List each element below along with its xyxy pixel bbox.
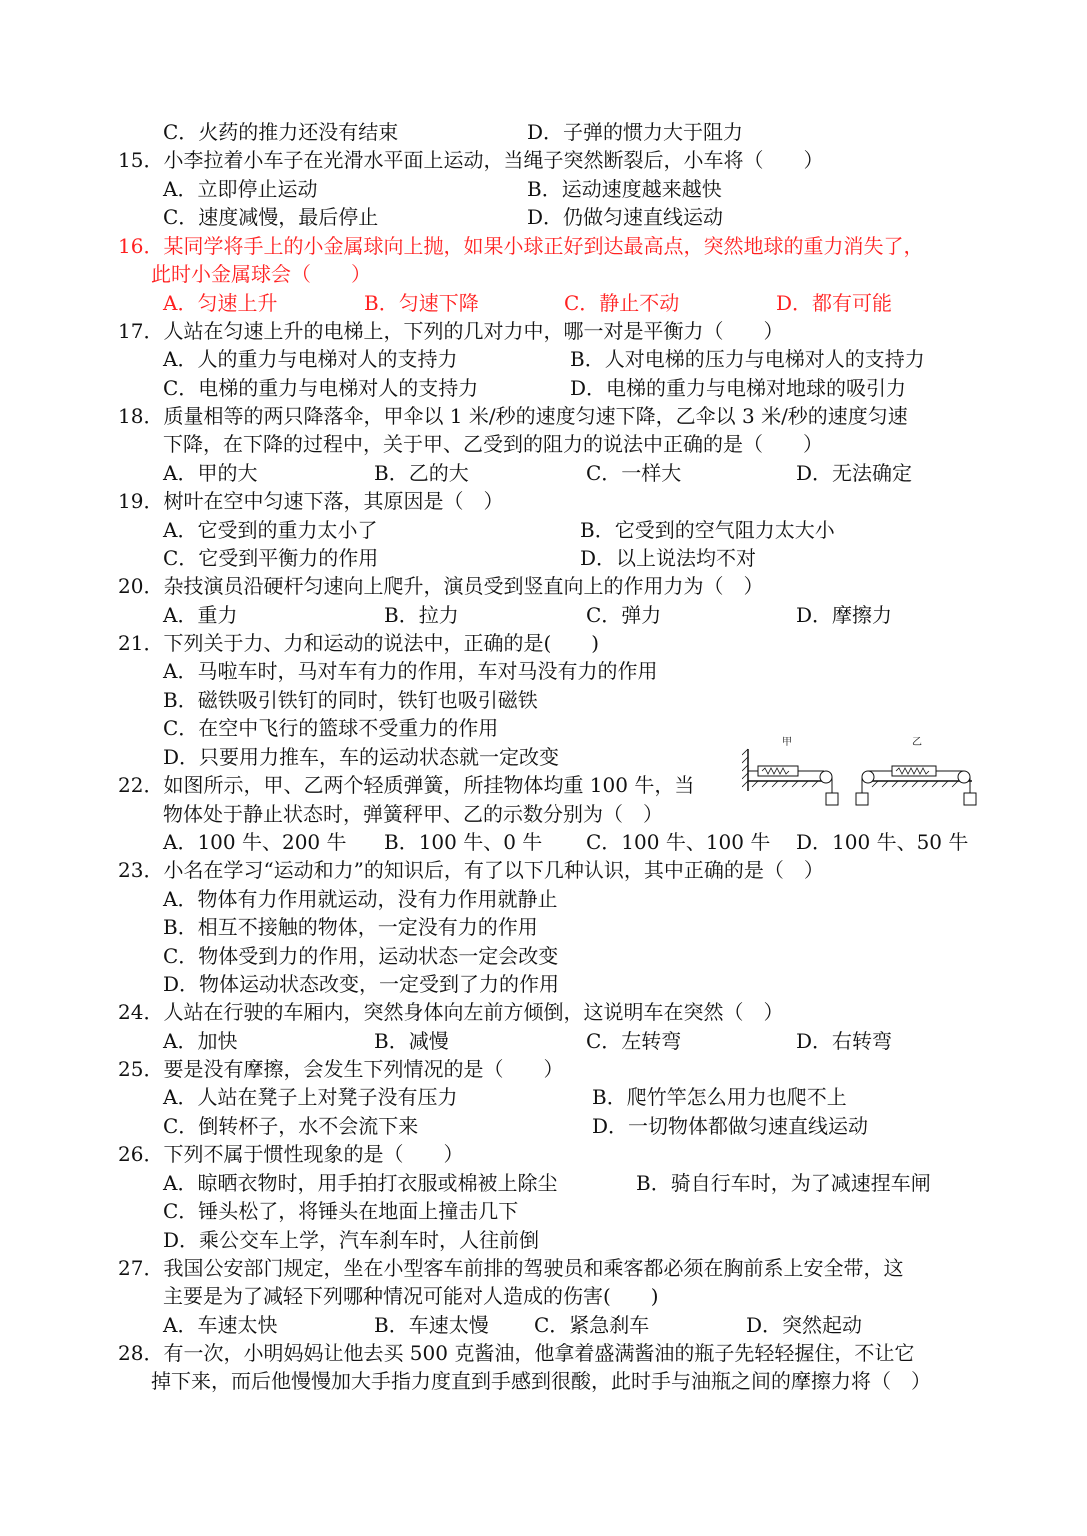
q26-option-d: D．乘公交车上学，汽车刹车时，人往前倒 xyxy=(163,1228,540,1252)
q26-option-b: B．骑自行车时，为了减速捏车闸 xyxy=(636,1171,931,1195)
weight-jia xyxy=(826,793,838,805)
q23-option-c: C．物体受到力的作用，运动状态一定会改变 xyxy=(163,944,559,968)
wall-hatching xyxy=(742,749,748,787)
q17-option-b: B．人对电梯的压力与电梯对人的支持力 xyxy=(570,347,925,371)
q23-option-a: A．物体有力作用就运动，没有力作用就静止 xyxy=(163,887,558,911)
figure-label-jia: 甲 xyxy=(782,737,792,748)
q20-option-c: C．弹力 xyxy=(586,603,662,627)
q17-option-d: D．电梯的重力与电梯对地球的吸引力 xyxy=(570,376,907,400)
spring-scale-figure xyxy=(742,733,978,813)
q14-option-d: D．子弹的惯力大于阻力 xyxy=(527,120,744,144)
spring-scale-jia xyxy=(758,766,798,776)
q27-option-d: D．突然起动 xyxy=(746,1313,863,1337)
q25-stem: 25．要是没有摩擦，会发生下列情况的是（ ） xyxy=(118,1057,564,1081)
q22-stem-line1: 22．如图所示，甲、乙两个轻质弹簧，所挂物体均重 100 牛，当 xyxy=(118,773,695,797)
q19-option-a: A．它受到的重力太小了 xyxy=(163,518,378,542)
table-hatching-left xyxy=(752,781,818,787)
pulley-jia xyxy=(820,771,832,783)
q28-stem-line2: 掉下来，而后他慢慢加大手指力度直到手感到很酸，此时手与油瓶之间的摩擦力将（ ） xyxy=(151,1369,931,1393)
q22-option-a: A．100 牛、200 牛 xyxy=(163,830,347,854)
figure-label-yi: 乙 xyxy=(912,737,922,748)
table-hatching-right xyxy=(872,781,958,787)
q20-option-b: B．拉力 xyxy=(384,603,459,627)
q20-stem: 20．杂技演员沿硬杆匀速向上爬升，演员受到竖直向上的作用力为（ ） xyxy=(118,574,764,598)
q15-option-d: D．仍做匀速直线运动 xyxy=(527,205,724,229)
q16-option-c: C．静止不动 xyxy=(564,291,680,315)
q21-option-a: A．马啦车时，马对车有力的作用，车对马没有力的作用 xyxy=(163,659,658,683)
q17-stem: 17．人站在匀速上升的电梯上，下列的几对力中，哪一对是平衡力（ ） xyxy=(118,319,784,343)
q17-option-c: C．电梯的重力与电梯对人的支持力 xyxy=(163,376,479,400)
q25-option-d: D．一切物体都做匀速直线运动 xyxy=(592,1114,869,1138)
q23-option-d: D．物体运动状态改变，一定受到了力的作用 xyxy=(163,972,560,996)
q19-option-d: D．以上说法均不对 xyxy=(580,546,757,570)
q24-option-a: A．加快 xyxy=(163,1029,238,1053)
pulley-yi-left xyxy=(862,771,874,783)
q20-option-d: D．摩擦力 xyxy=(796,603,893,627)
q21-option-b: B．磁铁吸引铁钉的同时，铁钉也吸引磁铁 xyxy=(163,688,538,712)
q15-stem: 15．小李拉着小车子在光滑水平面上运动，当绳子突然断裂后，小车将（ ） xyxy=(118,148,824,172)
q18-option-b: B．乙的大 xyxy=(374,461,469,485)
q23-stem: 23．小名在学习“运动和力”的知识后，有了以下几种认识，其中正确的是（ ） xyxy=(118,858,824,882)
pulley-yi-right xyxy=(958,771,970,783)
q25-option-c: C．倒转杯子，水不会流下来 xyxy=(163,1114,419,1138)
q21-stem: 21．下列关于力、力和运动的说法中，正确的是( ) xyxy=(118,631,600,655)
q27-option-b: B．车速太慢 xyxy=(374,1313,489,1337)
q26-option-a: A．晾晒衣物时，用手拍打衣服或棉被上除尘 xyxy=(163,1171,558,1195)
q28-stem-line1: 28．有一次，小明妈妈让他去买 500 克酱油，他拿着盛满酱油的瓶子先轻轻握住，不让它 xyxy=(118,1341,915,1365)
q15-option-a: A．立即停止运动 xyxy=(163,177,318,201)
q24-option-d: D．右转弯 xyxy=(796,1029,893,1053)
q14-option-c: C．火药的推力还没有结束 xyxy=(163,120,399,144)
q15-option-b: B．运动速度越来越快 xyxy=(527,177,722,201)
q27-option-a: A．车速太快 xyxy=(163,1313,278,1337)
q18-stem-line1: 18．质量相等的两只降落伞，甲伞以 1 米/秒的速度匀速下降，乙伞以 3 米/秒的速度匀速 xyxy=(118,404,908,428)
q21-option-c: C．在空中飞行的篮球不受重力的作用 xyxy=(163,716,499,740)
q18-stem-line2: 下降，在下降的过程中，关于甲、乙受到的阻力的说法中正确的是（ ） xyxy=(163,432,823,456)
q19-option-b: B．它受到的空气阻力太大小 xyxy=(580,518,835,542)
q16-stem-line1: 16．某同学将手上的小金属球向上抛，如果小球正好到达最高点，突然地球的重力消失了， xyxy=(118,234,924,258)
q18-option-a: A．甲的大 xyxy=(163,461,258,485)
q19-option-c: C．它受到平衡力的作用 xyxy=(163,546,379,570)
q16-option-a: A．匀速上升 xyxy=(163,291,278,315)
q24-option-b: B．减慢 xyxy=(374,1029,449,1053)
q22-option-d: D．100 牛、50 牛 xyxy=(796,830,969,854)
q25-option-b: B．爬竹竿怎么用力也爬不上 xyxy=(592,1085,847,1109)
q20-option-a: A．重力 xyxy=(163,603,238,627)
q26-stem: 26．下列不属于惯性现象的是（ ） xyxy=(118,1142,464,1166)
q27-stem-line1: 27．我国公安部门规定，坐在小型客车前排的驾驶员和乘客都必须在胸前系上安全带，这 xyxy=(118,1256,904,1280)
q24-stem: 24．人站在行驶的车厢内，突然身体向左前方倾倒，这说明车在突然（ ） xyxy=(118,1000,784,1024)
q16-stem-line2: 此时小金属球会（ ） xyxy=(151,262,371,286)
q22-stem-line2: 物体处于静止状态时，弹簧秤甲、乙的示数分别为（ ） xyxy=(163,802,663,826)
weight-yi-right xyxy=(964,793,976,805)
weight-yi-left xyxy=(856,793,868,805)
q18-option-d: D．无法确定 xyxy=(796,461,913,485)
q22-option-c: C．100 牛、100 牛 xyxy=(586,830,771,854)
q18-option-c: C．一样大 xyxy=(586,461,682,485)
q19-stem: 19．树叶在空中匀速下落，其原因是（ ） xyxy=(118,489,504,513)
q25-option-a: A．人站在凳子上对凳子没有压力 xyxy=(163,1085,458,1109)
q15-option-c: C．速度减慢，最后停止 xyxy=(163,205,379,229)
q16-option-d: D．都有可能 xyxy=(776,291,893,315)
q16-option-b: B．匀速下降 xyxy=(364,291,479,315)
q17-option-a: A．人的重力与电梯对人的支持力 xyxy=(163,347,458,371)
q21-option-d: D．只要用力推车，车的运动状态就一定改变 xyxy=(163,745,560,769)
q27-option-c: C．紧急刹车 xyxy=(534,1313,650,1337)
q23-option-b: B．相互不接触的物体，一定没有力的作用 xyxy=(163,915,538,939)
q22-option-b: B．100 牛、0 牛 xyxy=(384,830,543,854)
q24-option-c: C．左转弯 xyxy=(586,1029,682,1053)
q27-stem-line2: 主要是为了减轻下列哪种情况可能对人造成的伤害( ) xyxy=(163,1284,659,1308)
q26-option-c: C．锤头松了，将锤头在地面上撞击几下 xyxy=(163,1199,519,1223)
